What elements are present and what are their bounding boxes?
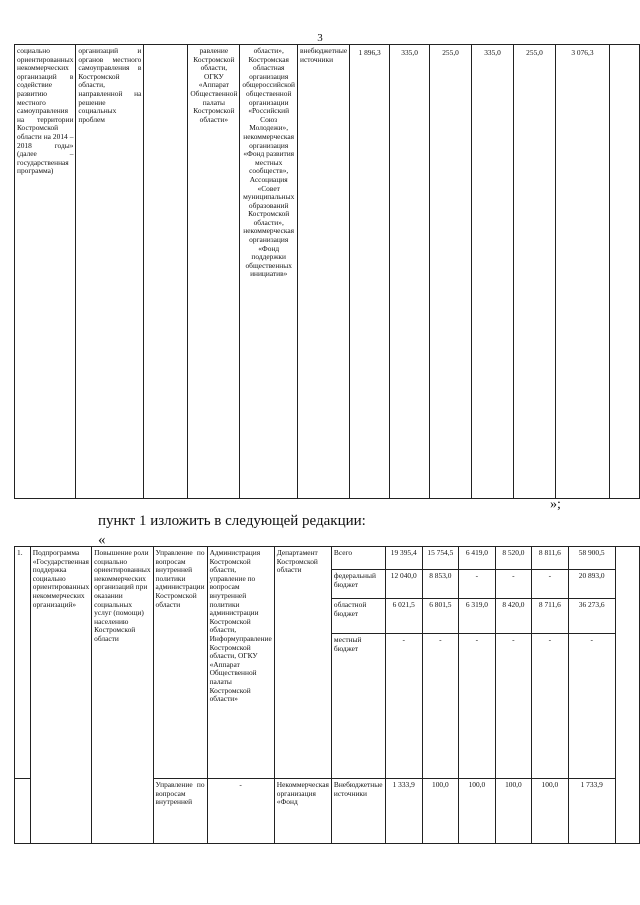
value-cell: 8 711,6 xyxy=(532,599,568,634)
total-cell: 1 733,9 xyxy=(568,779,615,844)
value-cell: 15 754,5 xyxy=(422,547,459,570)
program-name-cell: социально ориентированных некоммерческих организаций в содействие развитию местного самоуправления на территории Костромской области на 2014 – 2018 годы» (далее – государственная программа) xyxy=(15,45,76,499)
funding-label-cell: Всего xyxy=(331,547,385,570)
coexecutors-cell: Администрация Костромской области, управление по вопросам внутренней политики администрации Костромской области, Информуправление Костромской области, ОГКУ «Аппарат Общественной палаты Костромской области» xyxy=(207,547,274,779)
responsible-cell: равление Костромской области, ОГКУ «Аппарат Общественной палаты Костромской области» xyxy=(188,45,240,499)
value-cell: 8 853,0 xyxy=(422,570,459,599)
closing-quote: »; xyxy=(550,497,561,512)
value-cell: 6 419,0 xyxy=(459,547,495,570)
value-cell: 255,0 xyxy=(514,45,556,499)
value-cell: - xyxy=(385,634,422,779)
recipient-cell: Некоммерческая организация «Фонд xyxy=(274,779,331,844)
value-cell: 100,0 xyxy=(532,779,568,844)
value-cell: 6 021,5 xyxy=(385,599,422,634)
value-cell: - xyxy=(495,634,531,779)
value-cell: 100,0 xyxy=(459,779,495,844)
total-cell: 58 900,5 xyxy=(568,547,615,570)
row-number-cell xyxy=(15,779,31,844)
funding-label-cell: Внебюджетные источники xyxy=(331,779,385,844)
funding-label-cell: местный бюджет xyxy=(331,634,385,779)
total-cell: 20 893,0 xyxy=(568,570,615,599)
value-cell: 12 040,0 xyxy=(385,570,422,599)
responsible-cell: Управление по вопросам внутренней политики администрации Костромской области xyxy=(153,547,207,779)
continued-program-table xyxy=(14,44,640,499)
program-goal-cell: организаций и органов местного самоуправления в Костромской области, направленной на решение социальных проблем xyxy=(76,45,144,499)
subprogram-name-cell: Подпрограмма «Государственная поддержка социально ориентированных некоммерческих организаций» xyxy=(30,547,91,844)
value-cell: - xyxy=(495,570,531,599)
value-cell: - xyxy=(532,634,568,779)
total-cell: 3 076,3 xyxy=(555,45,609,499)
total-cell: - xyxy=(568,634,615,779)
coexecutors-cell: - xyxy=(207,779,274,844)
value-cell: - xyxy=(532,570,568,599)
funding-label-cell: федеральный бюджет xyxy=(331,570,385,599)
total-cell: 36 273,6 xyxy=(568,599,615,634)
subprogram-goal-cell: Повышение роли социально ориентированных некоммерческих организаций при оказании социальных услуг (помощи) населению Костромской области xyxy=(92,547,153,844)
table-row xyxy=(15,547,640,570)
value-cell: - xyxy=(459,634,495,779)
subprogram-table xyxy=(14,546,640,844)
empty-cell xyxy=(144,45,188,499)
value-cell: 19 395,4 xyxy=(385,547,422,570)
value-cell: 8 420,0 xyxy=(495,599,531,634)
value-cell: 6 319,0 xyxy=(459,599,495,634)
value-cell: 100,0 xyxy=(495,779,531,844)
row-number-cell: 1. xyxy=(15,547,31,779)
funding-label-cell: областной бюджет xyxy=(331,599,385,634)
empty-cell xyxy=(615,547,639,844)
value-cell: 335,0 xyxy=(472,45,514,499)
value-cell: 255,0 xyxy=(430,45,472,499)
value-cell: - xyxy=(459,570,495,599)
source-cell: внебюджетные источники xyxy=(298,45,350,499)
recipient-cell: Департамент Костромской области xyxy=(274,547,331,779)
value-cell: 8 811,6 xyxy=(532,547,568,570)
coexecutors-cell: области», Костромская областная организация общероссийской общественной организации «Российский Союз Молодежи», некоммерческая организация «Фонд развития местных сообществ», Ассоциация «Совет муниципальных образований Костромской области», некоммерческая организация «Фонд поддержки общественных инициатив» xyxy=(240,45,298,499)
amendment-heading: пункт 1 изложить в следующей редакции: xyxy=(98,513,366,529)
value-cell: 6 801,5 xyxy=(422,599,459,634)
value-cell: - xyxy=(422,634,459,779)
page-number: 3 xyxy=(317,32,323,44)
value-cell: 100,0 xyxy=(422,779,459,844)
responsible-cell: Управление по вопросам внутренней xyxy=(153,779,207,844)
value-cell: 1 896,3 xyxy=(350,45,390,499)
table-row xyxy=(15,45,640,499)
value-cell: 335,0 xyxy=(390,45,430,499)
opening-quote: « xyxy=(98,532,106,548)
value-cell: 1 333,9 xyxy=(385,779,422,844)
value-cell: 8 520,0 xyxy=(495,547,531,570)
empty-cell xyxy=(609,45,639,499)
